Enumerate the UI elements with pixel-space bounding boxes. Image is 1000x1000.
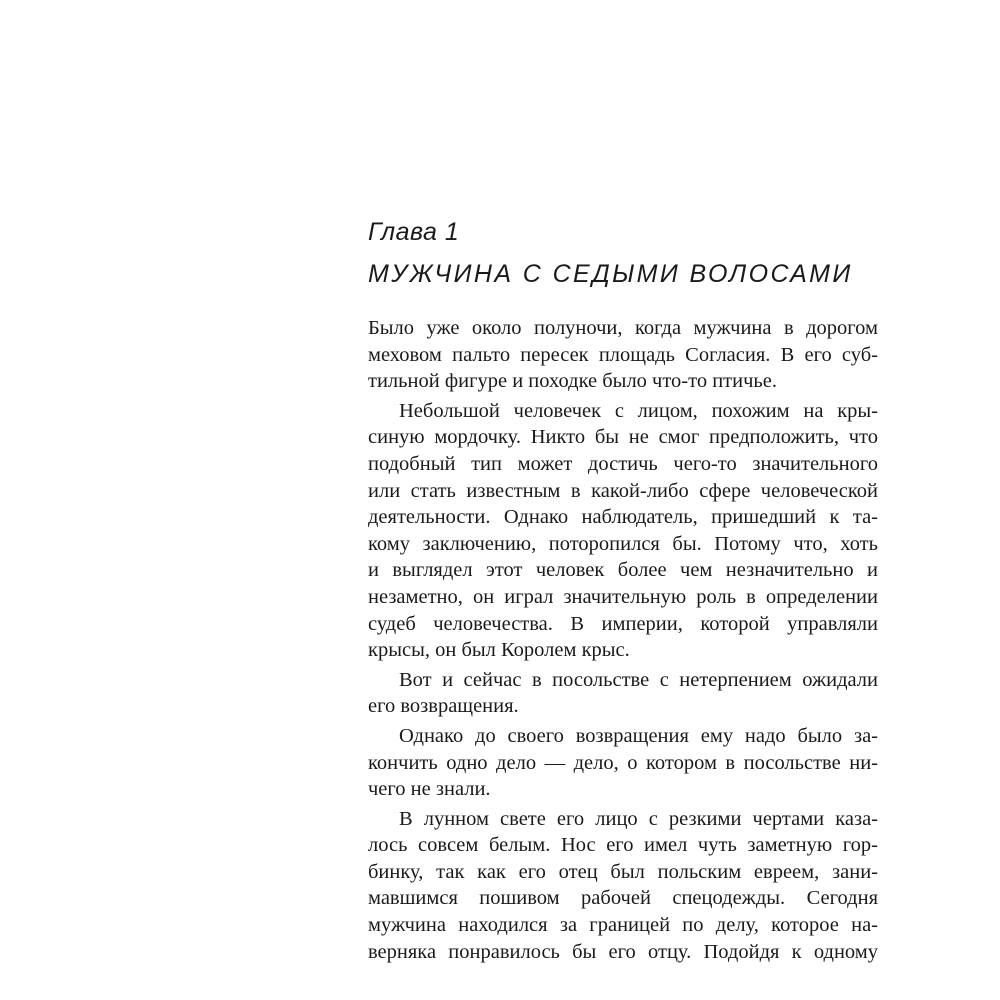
text-line: Вот и сейчас в посольстве с нетерпением ожидали	[399, 668, 878, 691]
paragraph	[368, 315, 878, 395]
text-line: мавшимся пошивом рабочей спецодежды. Сегодня	[368, 887, 878, 910]
text-line: незаметно, он играл значительную роль в определении	[368, 585, 878, 608]
text-line: меховом пальто пересек площадь Согласия. В его суб-	[368, 343, 878, 366]
text-line: бинку, так как его отец был польским евреем, зани-	[368, 860, 878, 883]
text-line: кому заключению, поторопился бы. Потому что, хоть	[368, 532, 878, 555]
text-line: тильной фигуре и походке было что-то птичье.	[368, 370, 777, 393]
text-line: крысы, он был Королем крыс.	[368, 639, 630, 662]
text-line: Было уже около полуночи, когда мужчина в дорогом	[368, 317, 878, 339]
text-line: и выглядел этот человек более чем незначительно и	[368, 559, 878, 582]
text-line: подобный тип может достичь чего-то значительного	[368, 452, 878, 475]
body-text	[368, 315, 878, 968]
text-line: судеб человечества. В империи, которой управляли	[368, 612, 878, 635]
paragraph	[368, 667, 878, 720]
paragraph	[368, 398, 878, 664]
text-line: деятельности. Однако наблюдатель, пришедший к та-	[368, 506, 878, 529]
text-line: кончить одно дело — дело, о котором в посольстве ни-	[368, 751, 878, 774]
text-line: мужчина находился за границей по делу, которое на-	[368, 914, 878, 937]
text-line: лось совсем белым. Нос его имел чуть заметную гор-	[368, 834, 878, 857]
chapter-title: МУЖЧИНА С СЕДЫМИ ВОЛОСАМИ	[368, 260, 853, 288]
text-line: его возвращения.	[368, 695, 519, 718]
paragraph	[368, 806, 878, 966]
text-line: Небольшой человечек с лицом, похожим на кры-	[399, 399, 878, 422]
text-line: Однако до своего возвращения ему надо было за-	[399, 724, 878, 747]
text-line: чего не знали.	[368, 778, 491, 801]
text-line: или стать известным в какой-либо сфере человеческой	[368, 479, 878, 502]
text-line: В лунном свете его лицо с резкими чертами каза-	[399, 807, 878, 830]
paragraph	[368, 723, 878, 803]
text-line: синую мордочку. Никто бы не смог предположить, что	[368, 426, 878, 449]
text-line: верняка понравилось бы его отцу. Подойдя к одному	[368, 940, 878, 963]
chapter-label: Глава 1	[368, 218, 460, 246]
